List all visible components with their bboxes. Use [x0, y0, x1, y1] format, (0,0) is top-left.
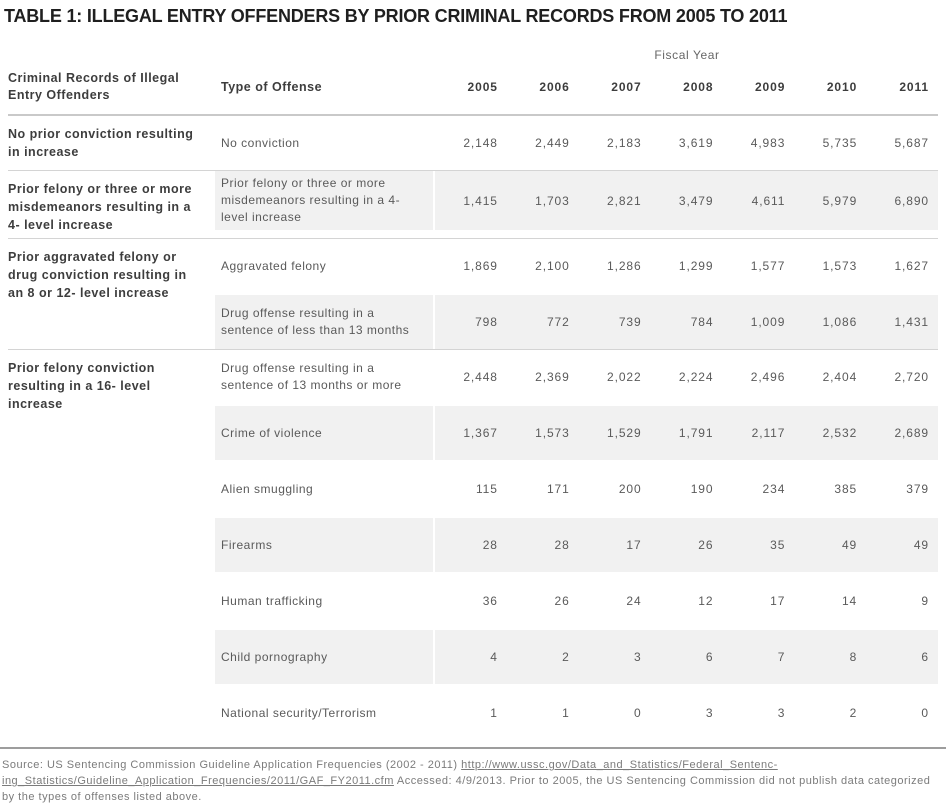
- value-cell: 49: [841, 538, 858, 552]
- value-cell: 1,086: [822, 315, 858, 329]
- value-cell: 2: [562, 650, 570, 664]
- source-link[interactable]: http://www.ussc.gov/Data_and_Statistics/Federal_Sentenc-: [461, 759, 778, 771]
- value-cell: 3: [777, 706, 786, 720]
- table-row: [215, 684, 938, 740]
- value-cells: [435, 630, 938, 684]
- table-row: [215, 350, 938, 404]
- value-cells: [435, 116, 938, 170]
- offense-cell: Firearms: [215, 518, 433, 572]
- value-cell: 24: [626, 594, 642, 608]
- value-cells: [435, 171, 938, 230]
- value-cell: 26: [554, 594, 570, 608]
- value-cell: 1: [490, 706, 498, 720]
- value-cell: 1,577: [750, 259, 786, 273]
- value-cell: 2,404: [822, 370, 858, 384]
- value-cell: 8: [849, 650, 858, 664]
- value-cell: 1,703: [535, 193, 570, 208]
- value-cell: 28: [554, 538, 570, 552]
- record-group-label: No prior conviction resulting in increase: [8, 127, 194, 159]
- value-cell: 2,496: [750, 370, 786, 384]
- value-cell: 2,720: [894, 370, 929, 384]
- record-group-label: Prior felony or three or more misdemeanors resulting in a 4- level increase: [8, 182, 192, 232]
- offense-cell: Prior felony or three or more misdemeanors resulting in a 4- level increase: [215, 171, 433, 230]
- table-header-row: [8, 64, 938, 116]
- header-year-2009: 2009: [754, 80, 786, 94]
- value-cell: 4,611: [751, 193, 786, 208]
- header-year-2005: 2005: [467, 80, 498, 94]
- table-row: [215, 572, 938, 628]
- value-cell: 3: [705, 706, 714, 720]
- record-group-prior-felony-16-level: [8, 349, 938, 740]
- value-cell: 28: [482, 538, 498, 552]
- value-cell: 1,286: [607, 259, 642, 273]
- value-cell: 234: [762, 482, 786, 496]
- value-cell: 784: [690, 315, 714, 329]
- header-year-2010: 2010: [826, 80, 858, 94]
- value-cell: 1,009: [750, 315, 786, 329]
- value-cells: [435, 406, 938, 460]
- value-cell: 2,183: [607, 136, 642, 150]
- value-cell: 2,100: [535, 259, 570, 273]
- value-cell: 2,449: [535, 136, 570, 150]
- value-cell: 1,627: [894, 259, 929, 273]
- value-cells: [435, 295, 938, 349]
- value-cell: 190: [690, 482, 714, 496]
- offense-cell: Crime of violence: [215, 406, 433, 460]
- value-cell: 2,224: [678, 370, 714, 384]
- record-group-prior-felony-4-level: [8, 170, 938, 238]
- header-type-of-offense: Type of Offense: [221, 80, 323, 94]
- value-cell: 1,415: [463, 193, 498, 208]
- header-year-2007: 2007: [611, 80, 642, 94]
- header-criminal-records: Criminal Records of Illegal Entry Offenders: [8, 71, 180, 102]
- table-row: [215, 404, 938, 460]
- value-cell: 3,479: [678, 193, 714, 208]
- value-cell: 115: [476, 482, 498, 496]
- value-cell: 26: [698, 538, 714, 552]
- record-group-label: Prior aggravated felony or drug conviction resulting in an 8 or 12- level increase: [8, 250, 187, 300]
- value-cell: 772: [546, 315, 570, 329]
- value-cells: [435, 239, 938, 293]
- header-year-2011: 2011: [899, 80, 929, 94]
- value-cell: 1,431: [894, 315, 929, 329]
- value-cell: 14: [841, 594, 858, 608]
- value-cell: 6,890: [894, 193, 929, 208]
- value-cell: 1,791: [678, 426, 714, 440]
- table-row: [215, 516, 938, 572]
- value-cell: 5,735: [822, 136, 858, 150]
- value-cell: 35: [770, 538, 786, 552]
- source-note: [2, 757, 944, 805]
- value-cell: 17: [626, 538, 642, 552]
- value-cell: 0: [921, 706, 929, 720]
- value-cell: 3: [633, 650, 642, 664]
- table-row: [215, 460, 938, 516]
- value-cell: 36: [482, 594, 498, 608]
- record-group-label: Prior felony conviction resulting in a 16- level increase: [8, 361, 155, 411]
- source-text: Source: US Sentencing Commission Guideline Application Frequencies (2002 - 2011): [2, 759, 462, 771]
- header-year-2008: 2008: [683, 80, 714, 94]
- header-year-2006: 2006: [539, 80, 570, 94]
- value-cell: 2,022: [607, 370, 642, 384]
- value-cell: 2,689: [894, 426, 929, 440]
- offense-cell: Aggravated felony: [221, 258, 327, 273]
- value-cell: 49: [913, 538, 929, 552]
- value-cell: 1,573: [535, 426, 570, 440]
- value-cell: 739: [618, 315, 642, 329]
- source-text: Accessed: 4/9/2013. Prior to 2005, the US Sentencing Commission did not publish data categorized by the types of offenses listed above.: [2, 775, 931, 803]
- value-cell: 5,687: [894, 136, 929, 150]
- value-cell: 379: [906, 482, 929, 496]
- value-cell: 6: [705, 650, 714, 664]
- value-cell: 2,821: [607, 193, 642, 208]
- value-cell: 6: [921, 650, 929, 664]
- value-cell: 2: [849, 706, 858, 720]
- record-group-aggravated-felony-8-12-level: [8, 238, 938, 349]
- offense-cell: Drug offense resulting in a sentence of 13 months or more: [221, 361, 402, 392]
- value-cells: [435, 462, 938, 516]
- value-cell: 0: [633, 706, 642, 720]
- table-row: [215, 628, 938, 684]
- value-cell: 2,117: [751, 426, 786, 440]
- value-cell: 1,573: [822, 259, 858, 273]
- value-cell: 171: [546, 482, 570, 496]
- value-cell: 1,529: [607, 426, 642, 440]
- value-cell: 4: [490, 650, 498, 664]
- value-cell: 1,299: [678, 259, 714, 273]
- value-cell: 12: [698, 594, 714, 608]
- value-cell: 798: [475, 315, 498, 329]
- record-group-no-prior-conviction: [8, 116, 938, 170]
- offense-cell: National security/Terrorism: [221, 705, 377, 720]
- value-cells: [435, 686, 938, 740]
- table-title: TABLE 1: ILLEGAL ENTRY OFFENDERS BY PRIOR CRIMINAL RECORDS FROM 2005 TO 2011: [4, 6, 788, 26]
- offense-cell: Drug offense resulting in a sentence of less than 13 months: [215, 295, 433, 349]
- table-row: [215, 239, 938, 293]
- value-cells: [435, 518, 938, 572]
- value-cell: 7: [777, 650, 786, 664]
- fiscal-year-label: Fiscal Year: [654, 48, 720, 62]
- offense-cell: Human trafficking: [221, 593, 323, 608]
- value-cell: 1,869: [463, 259, 498, 273]
- value-cell: 17: [770, 594, 786, 608]
- value-cells: [435, 350, 938, 404]
- value-cells: [435, 574, 938, 628]
- offense-cell: Alien smuggling: [221, 481, 314, 496]
- value-cell: 385: [834, 482, 858, 496]
- value-cell: 2,369: [535, 370, 570, 384]
- value-cell: 3,619: [678, 136, 714, 150]
- value-cell: 1,367: [463, 426, 498, 440]
- value-cell: 200: [618, 482, 642, 496]
- table-row: [215, 293, 938, 349]
- value-cell: 2,148: [463, 136, 498, 150]
- value-cell: 4,983: [750, 136, 786, 150]
- value-cell: 1: [562, 706, 570, 720]
- table-row: [215, 171, 938, 230]
- value-cell: 2,532: [822, 426, 858, 440]
- footer-divider: [0, 747, 946, 749]
- offense-cell: Child pornography: [215, 630, 433, 684]
- value-cell: 9: [921, 594, 929, 608]
- value-cell: 2,448: [463, 370, 498, 384]
- header-years: [435, 80, 938, 94]
- offense-cell: No conviction: [221, 135, 300, 150]
- value-cell: 5,979: [822, 193, 858, 208]
- table-row: [215, 116, 938, 170]
- data-table: [8, 64, 938, 740]
- source-link[interactable]: ing_Statistics/Guideline_Application_Frequencies/2011/GAF_FY2011.cfm: [2, 775, 394, 787]
